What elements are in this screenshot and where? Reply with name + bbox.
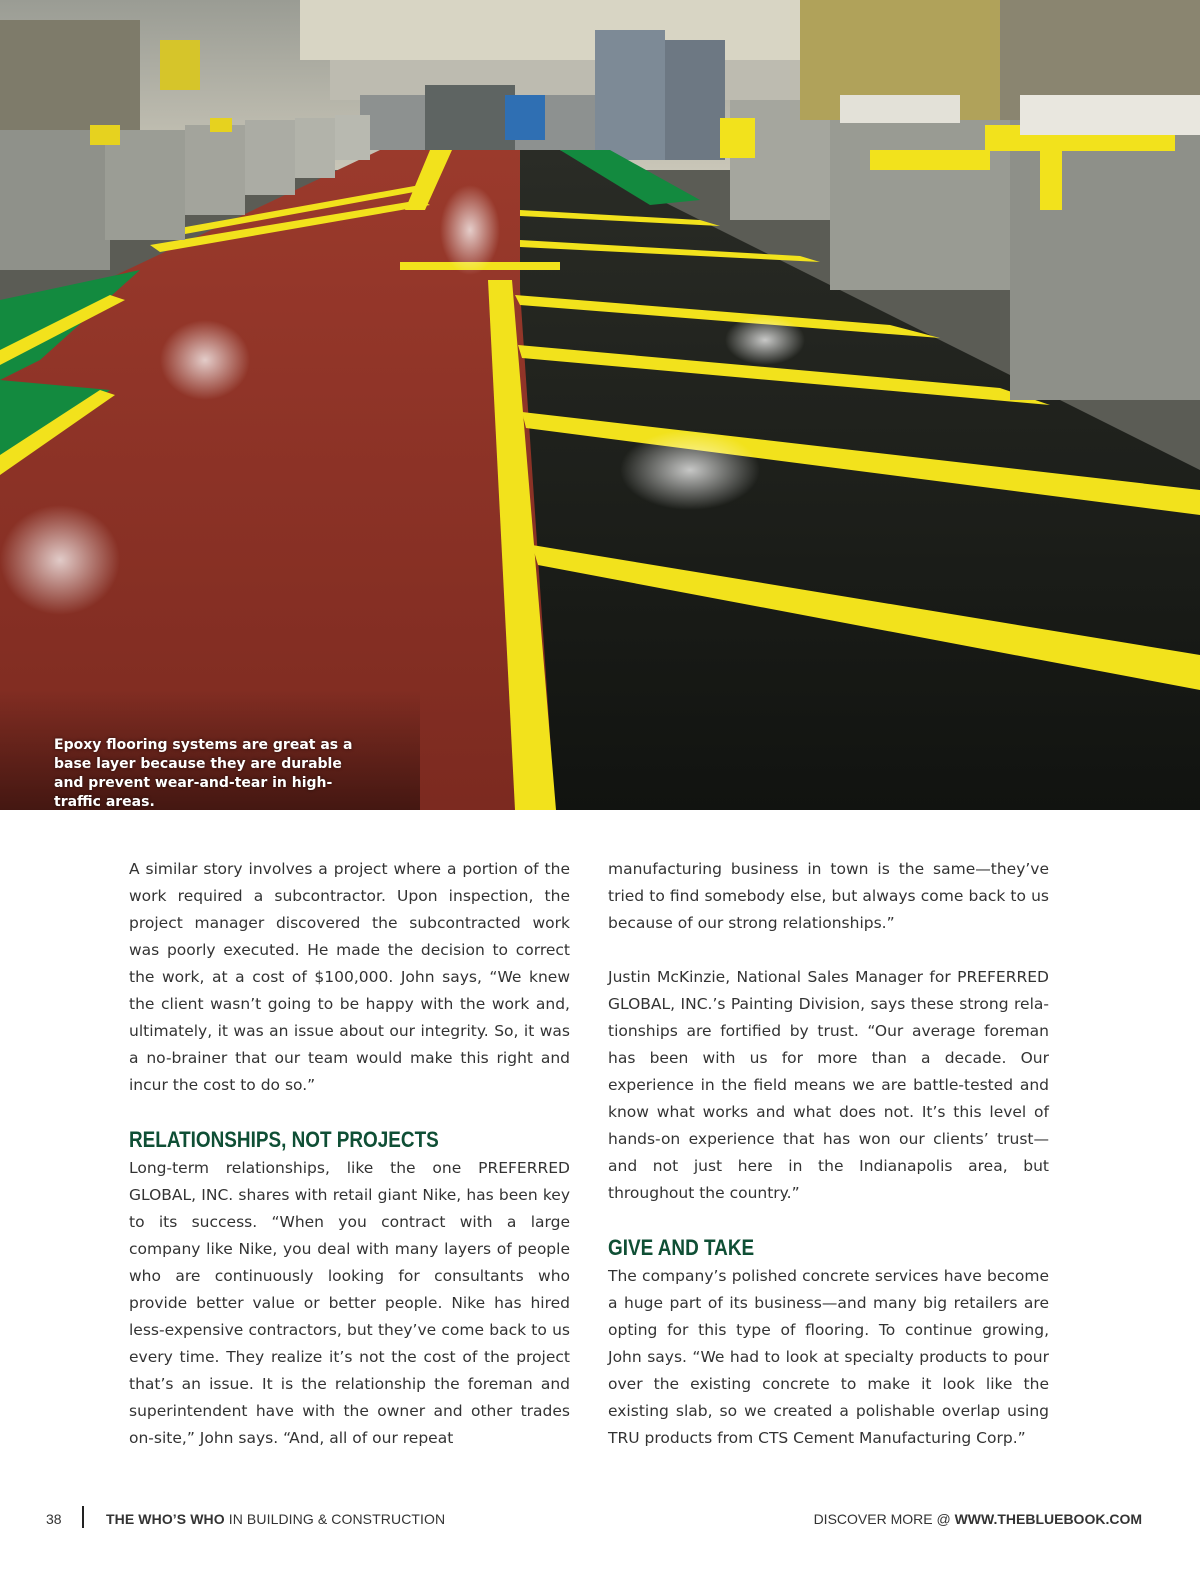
article-right-column xyxy=(608,856,1049,1452)
footer-divider xyxy=(82,1506,84,1528)
publication-title-rest: IN BUILDING & CONSTRUCTION xyxy=(224,1511,446,1527)
article-paragraph: manufacturing business in town is the same—they’ve tried to find somebody else, but always come back to us because of our strong relationships.” xyxy=(608,860,1049,932)
page-number: 38 xyxy=(46,1511,62,1527)
publication-title xyxy=(106,1511,445,1527)
discover-label: DISCOVER MORE @ xyxy=(813,1511,955,1527)
article-left-column xyxy=(129,856,570,1452)
photo-caption: Epoxy flooring systems are great as a base layer because they are durable and prevent wear-and-tear in high-traffic areas. xyxy=(54,737,353,810)
section-heading-relationships: RELATIONSHIPS, NOT PROJECTS xyxy=(129,1127,439,1152)
article-paragraph: Justin McKinzie, National Sales Manager for PREFERRED GLOBAL, INC.’s Painting Division, says these strong relationships are fortified by trust. “Our average foreman has been with us for more than a decade. Our experience in the field means we are battle-tested and know what works and what does not. It’s this level of hands-on experience that has won our clients’ trust—and not just here in the Indianapolis area, but throughout the country.” xyxy=(608,968,1049,1202)
article-paragraph: A similar story involves a project where a portion of the work required a subcontractor. Upon inspection, the project manager discovered the subcontracted work was poorly executed. He made the decision to correct the work, at a cost of $100,000. John says, “We knew the client wasn’t going to be happy with the work and, ultimately, it was an issue about our integrity. So, it was a no-brainer that our team would make this right and incur the cost to do so.” xyxy=(129,860,570,1094)
article-paragraph: Long-term relationships, like the one PREFERRED GLOBAL, INC. shares with retail giant Nike, has been key to its success. “When you contract with a large company like Nike, you deal with many layers of people who are continuously looking for consultants who provide better value or better people. Nike has hired less-expensive contractors, but they’ve come back to us every time. They realize it’s not the cost of the project that’s an issue. It is the relationship the foreman and superintendent have with the owner and other trades on-site,” John says. “And, all of our repeat xyxy=(129,1159,570,1447)
page-footer xyxy=(0,1504,1200,1534)
website-link[interactable]: WWW.THEBLUEBOOK.COM xyxy=(954,1511,1142,1527)
section-heading-give-and-take: GIVE AND TAKE xyxy=(608,1235,755,1260)
article-paragraph: The company’s polished concrete services have become a huge part of its business—and many big retailers are opting for this type of flooring. To continue growing, John says. “We had to look at specialty products to pour over the existing concrete to make it look like the existing slab, so we created a polishable overlap using TRU products from CTS Cement Manufacturing Corp.” xyxy=(608,1267,1049,1447)
publication-title-bold: THE WHO’S WHO xyxy=(106,1511,225,1527)
discover-more xyxy=(814,1511,1142,1527)
